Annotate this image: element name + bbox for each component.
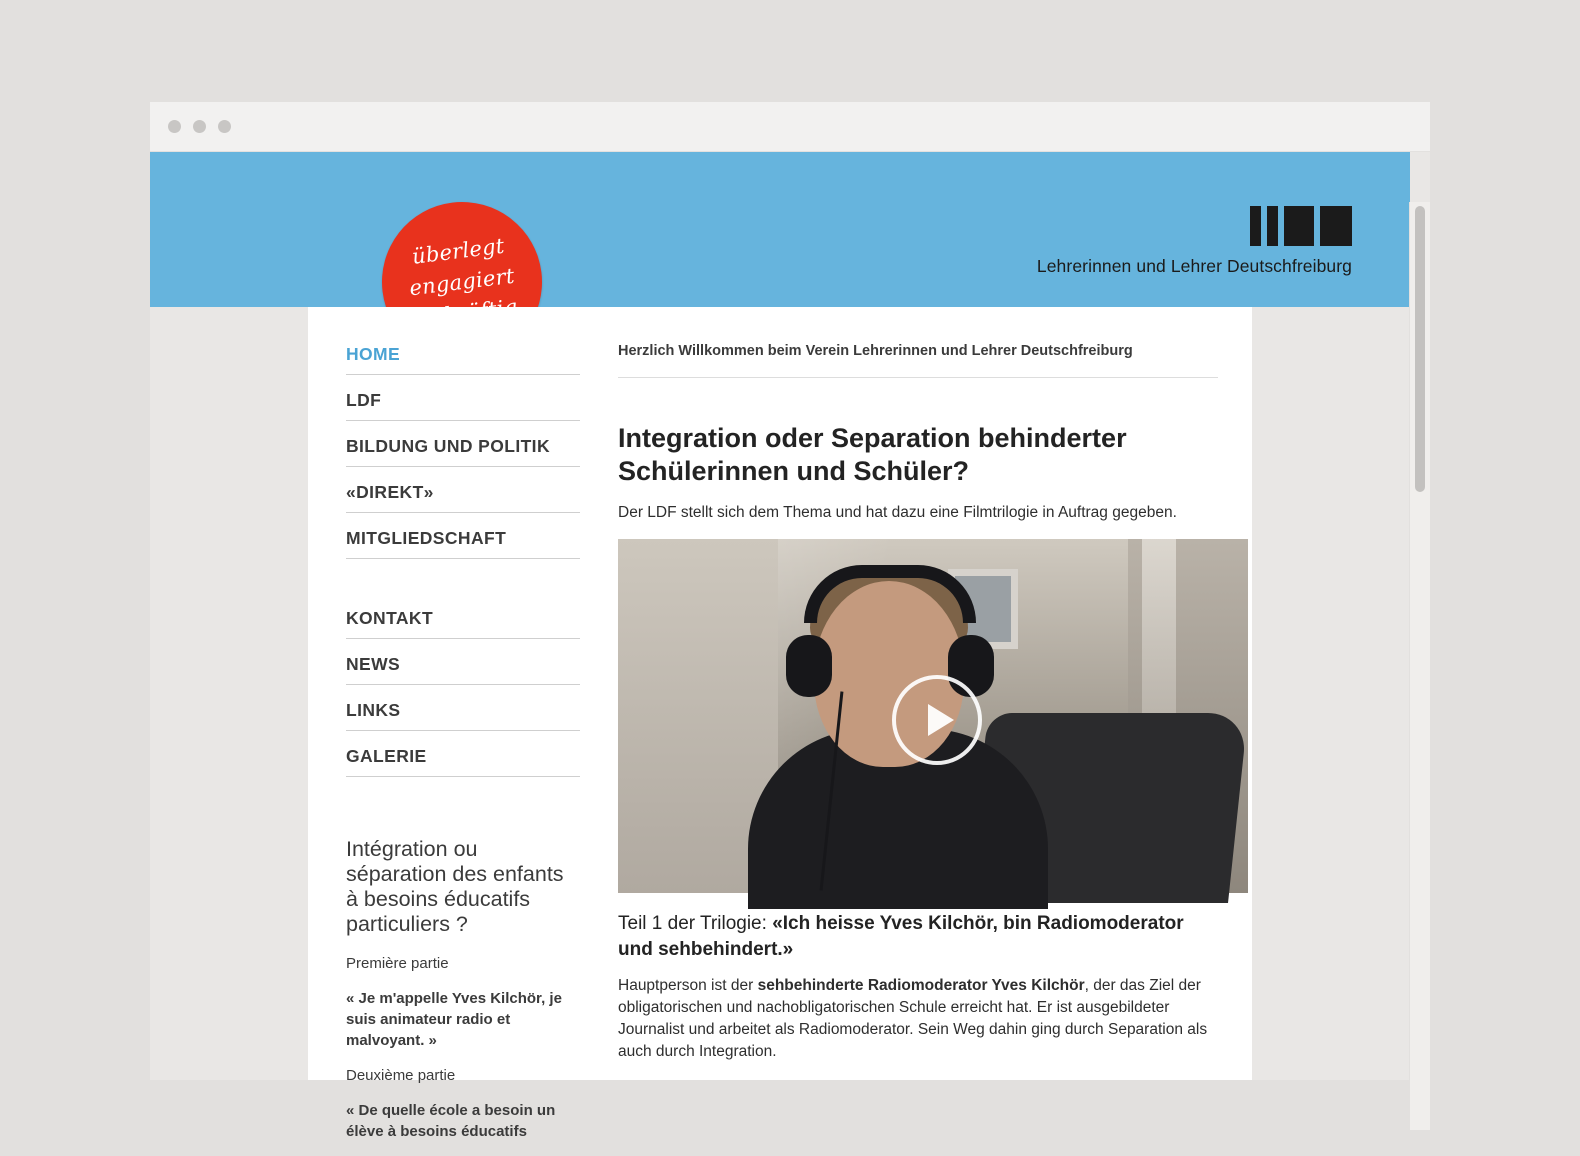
main-column: [618, 343, 1218, 1063]
video-caption-quote: «Ich heisse Yves Kilchör, bin Radiomoderator und sehbehindert.»: [618, 913, 1184, 960]
page-viewport: [150, 152, 1430, 1140]
sidebar-item-galerie[interactable]: GALERIE: [346, 746, 580, 777]
video-caption-prefix: Teil 1 der Trilogie:: [618, 913, 773, 934]
body-paragraph-part-2: , der das Ziel der obligatorischen und nachobligatorischen Schule erreicht hat. Er ist ausgebildeter Journalist und arbeitet als Radiomoderator. Sein Weg dahin ging durch Separation als auch durch Integration.: [618, 977, 1208, 1060]
brand-subtitle: Lehrerinnen und Lehrer Deutschfreiburg: [1036, 256, 1352, 276]
headphones-left-cup-icon: [786, 635, 832, 697]
welcome-text: Herzlich Willkommen beim Verein Lehrerinnen und Lehrer Deutschfreiburg: [618, 343, 1218, 378]
sidebar-part2-label: Deuxième partie: [346, 1067, 456, 1084]
window-maximize-button[interactable]: [218, 120, 231, 133]
stamp-line-2: engagiert: [408, 263, 516, 300]
sidebar-item-direkt[interactable]: «DIREKT»: [346, 482, 580, 513]
sidebar-item-kontakt[interactable]: KONTAKT: [346, 608, 580, 639]
vertical-scroll-thumb[interactable]: [1415, 206, 1425, 492]
page-title: Integration oder Separation behinderter Schülerinnen und Schüler?: [618, 423, 1127, 486]
ldf-logo-icon: [1037, 200, 1352, 246]
sidebar-item-ldf[interactable]: LDF: [346, 390, 580, 421]
sidebar-part2-text: [346, 1100, 580, 1142]
body-paragraph-part-1: Hauptperson ist der: [618, 977, 758, 994]
sidebar-item-bildung-und-politik[interactable]: BILDUNG UND POLITIK: [346, 436, 580, 467]
browser-window: [150, 102, 1430, 1140]
stamp-line-1: überlegt: [410, 233, 506, 269]
sidebar-item-links[interactable]: LINKS: [346, 700, 580, 731]
body-paragraph: [618, 975, 1218, 1063]
window-close-button[interactable]: [168, 120, 181, 133]
video-caption: [618, 911, 1218, 963]
play-icon[interactable]: [892, 675, 982, 765]
site-brand: [1037, 200, 1352, 277]
sidebar-part1-text-bold: « Je m'appelle Yves Kilchör, je suis animateur radio et malvoyant. »: [346, 990, 562, 1049]
sidebar-item-news[interactable]: NEWS: [346, 654, 580, 685]
content-sheet: [308, 307, 1252, 1140]
sidebar-article: [346, 837, 580, 1142]
video-player[interactable]: [618, 539, 1248, 893]
sidebar-item-home[interactable]: HOME: [346, 344, 580, 375]
lede-text: Der LDF stellt sich dem Thema und hat dazu eine Filmtrilogie in Auftrag gegeben.: [618, 504, 1177, 521]
sidebar-part2-text-bold: « De quelle école a besoin un élève à besoins éducatifs: [346, 1102, 556, 1140]
sidebar-divider: [346, 574, 580, 608]
sidebar-nav: [346, 344, 580, 1156]
window-minimize-button[interactable]: [193, 120, 206, 133]
sidebar-part1-label: Première partie: [346, 955, 449, 972]
sidebar-item-mitgliedschaft[interactable]: MITGLIEDSCHAFT: [346, 528, 580, 559]
vertical-scrollbar[interactable]: [1409, 202, 1430, 1130]
browser-titlebar: [150, 102, 1430, 152]
body-paragraph-bold: sehbehinderte Radiomoderator Yves Kilchör: [757, 977, 1085, 994]
sidebar-part1-text: [346, 988, 580, 1051]
site-header: [150, 152, 1410, 307]
sidebar-article-title: Intégration ou séparation des enfants à besoins éducatifs particuliers ?: [346, 837, 564, 936]
